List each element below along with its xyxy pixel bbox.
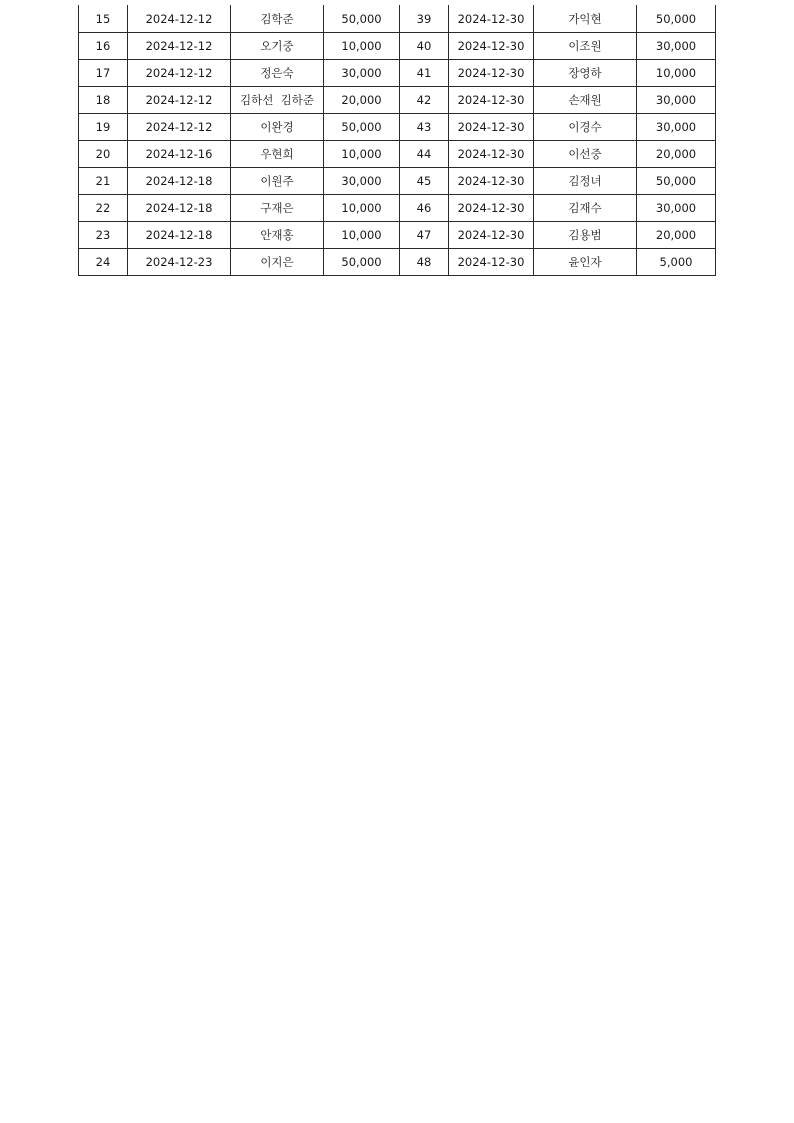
entry-number: 15 [79, 5, 128, 33]
donation-amount: 20,000 [637, 141, 716, 168]
entry-number: 40 [400, 33, 449, 60]
entry-date: 2024-12-30 [449, 222, 534, 249]
donation-amount: 50,000 [637, 168, 716, 195]
entry-date: 2024-12-30 [449, 168, 534, 195]
donation-amount: 20,000 [324, 87, 400, 114]
donation-table [78, 5, 716, 276]
entry-date: 2024-12-30 [449, 33, 534, 60]
donation-amount: 50,000 [637, 5, 716, 33]
donor-name: 김용범 [534, 222, 637, 249]
donation-amount: 10,000 [324, 222, 400, 249]
donor-name: 이선중 [534, 141, 637, 168]
donation-amount: 20,000 [637, 222, 716, 249]
donor-name: 이원주 [231, 168, 324, 195]
donation-amount: 30,000 [637, 87, 716, 114]
entry-number: 18 [79, 87, 128, 114]
entry-date: 2024-12-12 [128, 60, 231, 87]
donor-name: 이지은 [231, 249, 324, 276]
entry-number: 16 [79, 33, 128, 60]
entry-date: 2024-12-30 [449, 249, 534, 276]
donor-name: 이완경 [231, 114, 324, 141]
entry-number: 45 [400, 168, 449, 195]
donation-amount: 10,000 [324, 195, 400, 222]
donor-name: 김재수 [534, 195, 637, 222]
entry-date: 2024-12-30 [449, 141, 534, 168]
entry-number: 24 [79, 249, 128, 276]
donor-name: 가익현 [534, 5, 637, 33]
entry-date: 2024-12-30 [449, 195, 534, 222]
donation-amount: 5,000 [637, 249, 716, 276]
entry-number: 39 [400, 5, 449, 33]
table-row [79, 33, 716, 60]
donor-name: 김학준 [231, 5, 324, 33]
donation-amount: 30,000 [637, 114, 716, 141]
donation-amount: 10,000 [324, 141, 400, 168]
donor-name: 윤인자 [534, 249, 637, 276]
entry-number: 22 [79, 195, 128, 222]
donor-name: 김하선 김하준 [231, 87, 324, 114]
donation-amount: 10,000 [324, 33, 400, 60]
donor-name: 장영하 [534, 60, 637, 87]
entry-date: 2024-12-30 [449, 60, 534, 87]
entry-date: 2024-12-18 [128, 195, 231, 222]
entry-number: 41 [400, 60, 449, 87]
donor-name: 안재홍 [231, 222, 324, 249]
table-row [79, 168, 716, 195]
entry-date: 2024-12-12 [128, 33, 231, 60]
table-row [79, 195, 716, 222]
entry-number: 48 [400, 249, 449, 276]
entry-number: 19 [79, 114, 128, 141]
donor-name: 구재은 [231, 195, 324, 222]
donation-amount: 30,000 [637, 195, 716, 222]
entry-number: 42 [400, 87, 449, 114]
entry-number: 47 [400, 222, 449, 249]
entry-number: 46 [400, 195, 449, 222]
entry-date: 2024-12-18 [128, 222, 231, 249]
entry-number: 23 [79, 222, 128, 249]
donation-table-body [79, 5, 716, 276]
donor-name: 이조원 [534, 33, 637, 60]
entry-date: 2024-12-12 [128, 114, 231, 141]
entry-date: 2024-12-12 [128, 5, 231, 33]
donor-name: 오기중 [231, 33, 324, 60]
donor-name: 우현희 [231, 141, 324, 168]
entry-number: 44 [400, 141, 449, 168]
donation-amount: 50,000 [324, 5, 400, 33]
donor-name: 손재원 [534, 87, 637, 114]
donor-name: 이경수 [534, 114, 637, 141]
table-row [79, 141, 716, 168]
donation-amount: 30,000 [324, 60, 400, 87]
entry-number: 43 [400, 114, 449, 141]
table-row [79, 5, 716, 33]
entry-number: 20 [79, 141, 128, 168]
entry-number: 17 [79, 60, 128, 87]
entry-date: 2024-12-12 [128, 87, 231, 114]
donation-amount: 50,000 [324, 249, 400, 276]
entry-date: 2024-12-30 [449, 87, 534, 114]
table-row [79, 60, 716, 87]
table-row [79, 114, 716, 141]
table-row [79, 222, 716, 249]
donation-amount: 10,000 [637, 60, 716, 87]
donation-amount: 30,000 [324, 168, 400, 195]
entry-number: 21 [79, 168, 128, 195]
donor-name: 김정녀 [534, 168, 637, 195]
entry-date: 2024-12-16 [128, 141, 231, 168]
entry-date: 2024-12-30 [449, 5, 534, 33]
donor-name: 정은숙 [231, 60, 324, 87]
donation-amount: 50,000 [324, 114, 400, 141]
entry-date: 2024-12-18 [128, 168, 231, 195]
entry-date: 2024-12-23 [128, 249, 231, 276]
table-row [79, 87, 716, 114]
table-row [79, 249, 716, 276]
entry-date: 2024-12-30 [449, 114, 534, 141]
donation-amount: 30,000 [637, 33, 716, 60]
